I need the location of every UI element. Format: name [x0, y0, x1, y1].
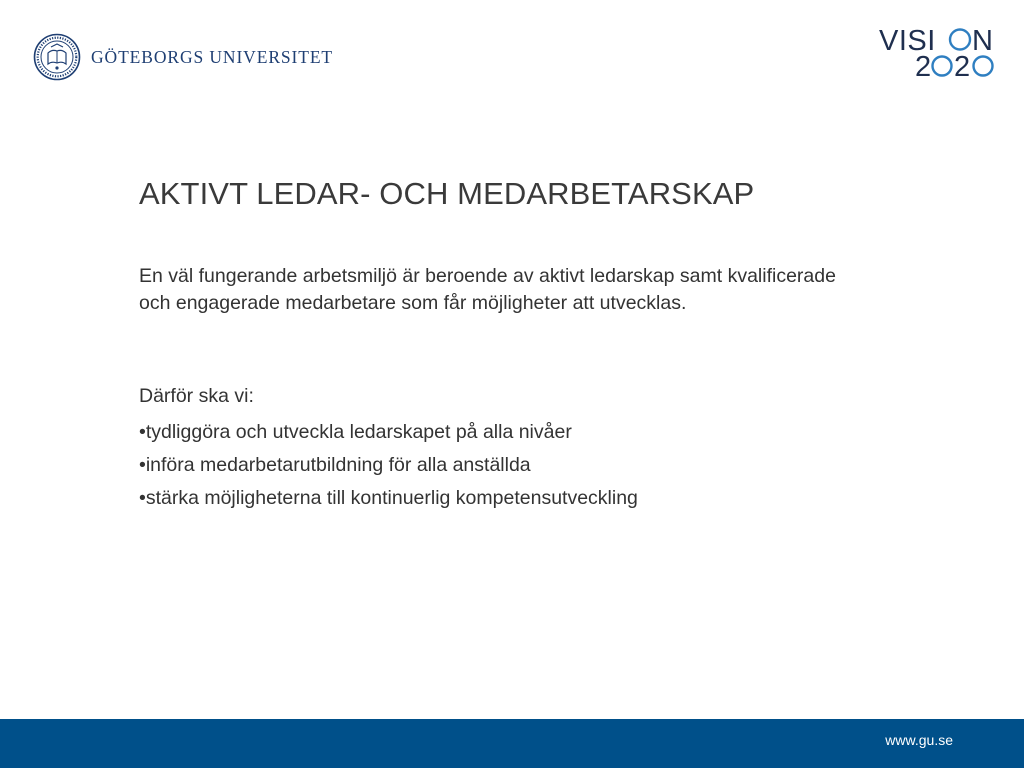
university-seal-icon [33, 33, 81, 81]
vision-2020-logo [876, 24, 1004, 80]
university-name: GÖTEBORGS UNIVERSITET [91, 46, 334, 67]
bullet-item: •stärka möjligheterna till kontinuerlig kompetensutveckling [139, 487, 638, 509]
slide-title: AKTIVT LEDAR- OCH MEDARBETARSKAP [139, 176, 755, 211]
bullet-item: •tydliggöra och utveckla ledarskapet på alla nivåer [139, 421, 572, 443]
svg-text:VISI: VISI [879, 25, 936, 57]
bullet-list [139, 416, 638, 515]
vision-2020-wordmark [876, 24, 1004, 80]
footer-bar [0, 719, 1024, 768]
footer-url-link[interactable]: www.gu.se [885, 732, 953, 748]
intro-paragraph: En väl fungerande arbetsmiljö är beroende av aktivt ledarskap samt kvalificerade och engagerade medarbetare som får möjligheter att utvecklas. [139, 265, 836, 314]
svg-text:2: 2 [915, 51, 932, 80]
bullet-item: •införa medarbetarutbildning för alla anställda [139, 454, 531, 476]
svg-text:N: N [972, 25, 993, 57]
university-logo [33, 33, 333, 81]
lead-in-text: Därför ska vi: [139, 385, 254, 407]
svg-text:2: 2 [954, 51, 971, 80]
